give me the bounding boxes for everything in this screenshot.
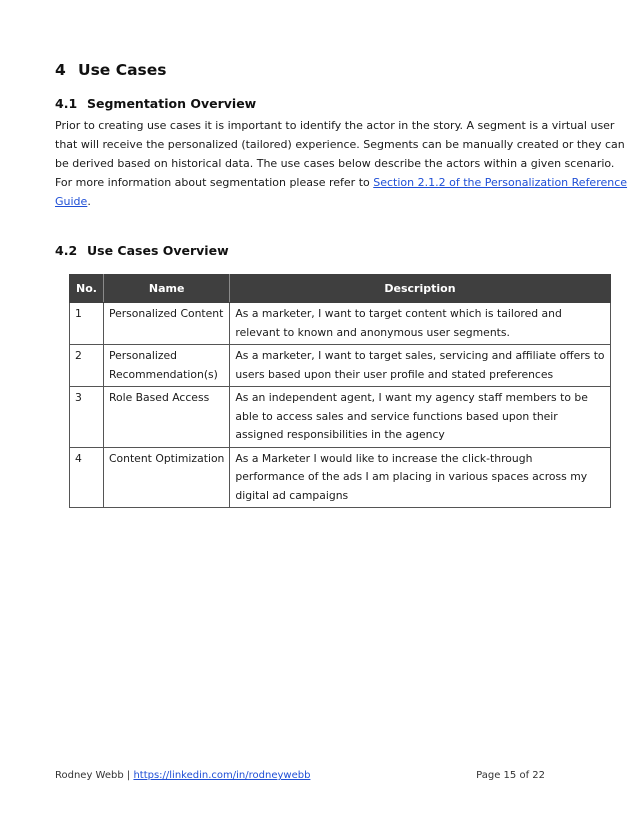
cell-no: 4: [70, 447, 104, 508]
table-row: [70, 345, 611, 387]
description-line: digital ad campaigns: [235, 488, 349, 502]
page-footer: [55, 770, 545, 781]
overview-title: Use Cases Overview: [87, 243, 229, 258]
reference-guide-link[interactable]: Section 2.1.2 of the Personalization Reference: [373, 176, 628, 189]
table-row: [70, 447, 611, 508]
footer-separator: |: [123, 770, 134, 781]
cell-description: [230, 387, 610, 448]
paragraph-line: [55, 192, 585, 211]
overview-number: 4.2: [55, 243, 78, 258]
section-title: Use Cases: [78, 61, 167, 79]
table-header-row: [70, 275, 611, 303]
cell-name: [103, 387, 229, 448]
cell-description: [230, 447, 610, 508]
description-line: users based upon their user profile and stated preferences: [235, 367, 554, 381]
cell-no: 2: [70, 345, 104, 387]
paragraph-line: [55, 173, 628, 192]
reference-guide-link-continued[interactable]: Guide: [55, 195, 88, 208]
header-name: Name: [103, 275, 229, 303]
paragraph-line: be derived based on historical data. The use cases below describe the actors within a given scenario.: [55, 157, 615, 170]
section-heading: [55, 61, 167, 79]
segmentation-paragraph: [55, 116, 628, 211]
segmentation-title: Segmentation Overview: [87, 96, 257, 111]
description-line: assigned responsibilities in the agency: [235, 428, 445, 441]
name-line: Personalized: [108, 349, 178, 362]
name-line: Recommendation(s): [108, 367, 218, 381]
name-line: Content Optimization: [108, 451, 225, 465]
cell-no: 1: [70, 303, 104, 345]
use-cases-table: [69, 274, 611, 508]
segmentation-number: 4.1: [55, 96, 78, 111]
footer-author: Rodney Webb: [55, 770, 124, 781]
use-cases-overview-heading: [55, 243, 229, 258]
cell-no: 3: [70, 387, 104, 448]
table-row: [70, 303, 611, 345]
description-line: As an independent agent, I want my agency staff members to be: [235, 391, 588, 404]
description-line: As a Marketer I would like to increase the click-through: [235, 451, 533, 465]
cell-description: [230, 345, 610, 387]
description-line: able to access sales and service functions based upon their: [235, 409, 558, 423]
description-line: relevant to known and anonymous user segments.: [235, 325, 510, 339]
header-description: Description: [230, 275, 610, 303]
cell-name: [103, 345, 229, 387]
name-line: Personalized Content: [108, 307, 224, 320]
cell-description: [230, 303, 610, 345]
description-line: As a marketer, I want to target sales, servicing and affiliate offers to: [235, 349, 605, 362]
more-info-text: For more information about segmentation please refer to: [55, 176, 374, 189]
table-row: [70, 387, 611, 448]
segmentation-heading: [55, 96, 256, 111]
section-number: 4: [55, 61, 66, 79]
sentence-end: .: [87, 195, 91, 208]
cell-name: [103, 447, 229, 508]
paragraph-line: Prior to creating use cases it is important to identify the actor in the story. A segment is a virtual user: [55, 119, 615, 132]
cell-name: [103, 303, 229, 345]
header-no: No.: [70, 275, 104, 303]
description-line: As a marketer, I want to target content which is tailored and: [235, 307, 562, 320]
paragraph-line: that will receive the personalized (tailored) experience. Segments can be manually created or they can: [55, 138, 625, 151]
page-number: Page 15 of 22: [476, 770, 545, 781]
description-line: performance of the ads I am placing in various spaces across my: [235, 470, 588, 483]
name-line: Role Based Access: [108, 391, 210, 404]
footer-linkedin-link[interactable]: https://linkedin.com/in/rodneywebb: [133, 770, 311, 781]
